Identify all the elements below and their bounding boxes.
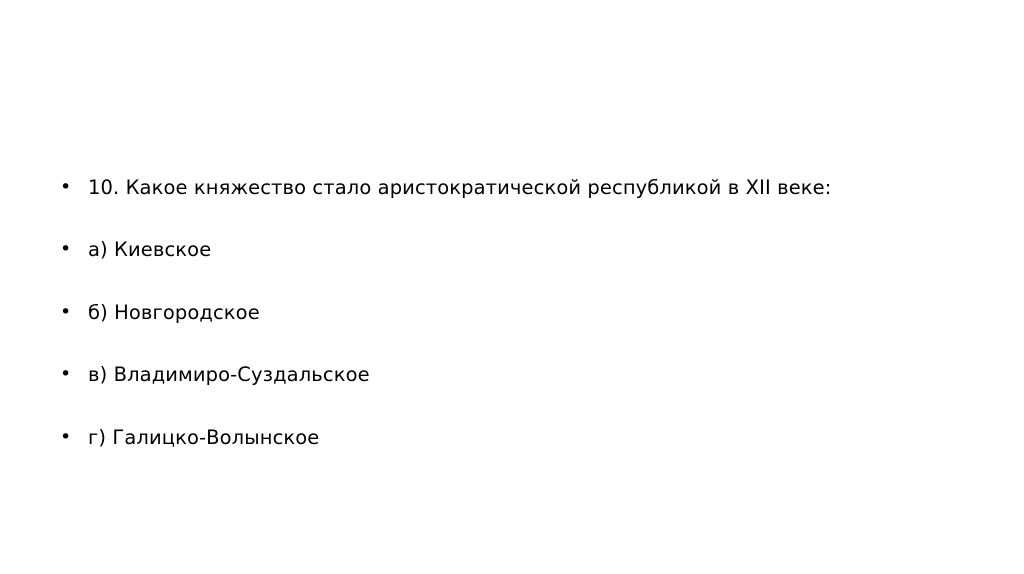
list-item <box>60 238 960 262</box>
list-item <box>60 363 960 387</box>
list-item <box>60 301 960 325</box>
bullet-icon: • <box>60 425 72 448</box>
bullet-icon: • <box>60 363 72 386</box>
answer-option-a: а) Киевское <box>88 238 212 262</box>
list-item <box>60 426 960 450</box>
answer-option-v: в) Владимиро-Суздальское <box>88 363 370 387</box>
bullet-icon: • <box>60 300 72 323</box>
list-item <box>60 176 960 200</box>
answer-option-b: б) Новгородское <box>88 300 260 324</box>
bullet-list <box>60 176 960 450</box>
question-text: 10. Какое княжество стало аристократической республикой в XII веке: <box>88 176 832 199</box>
bullet-icon: • <box>60 176 72 198</box>
bullet-icon: • <box>60 238 72 261</box>
answer-option-g: г) Галицко-Волынское <box>88 425 320 449</box>
